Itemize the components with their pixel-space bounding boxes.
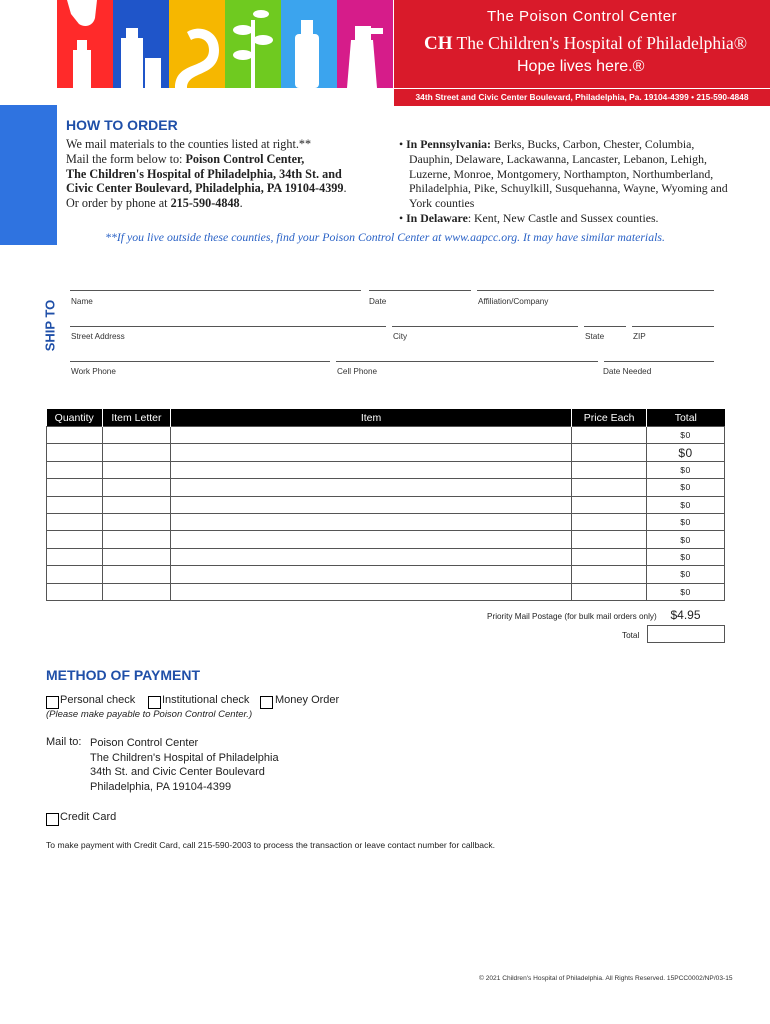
aerosol-can-icon — [281, 0, 337, 88]
method-of-payment-heading: METHOD OF PAYMENT — [46, 667, 201, 683]
grand-total-label: Total — [622, 631, 640, 640]
brand-panel — [394, 0, 770, 88]
payable-note: (Please make payable to Poison Control Center.) — [46, 709, 253, 720]
quantity-cell[interactable] — [47, 548, 103, 565]
item-cell[interactable] — [170, 496, 571, 513]
price-cell[interactable] — [572, 444, 647, 461]
cell-phone-label: Cell Phone — [337, 367, 378, 376]
postage-value: $4.95 — [670, 608, 701, 622]
col-item-letter: Item Letter — [102, 409, 170, 427]
credit-card-checkbox[interactable] — [46, 813, 59, 826]
mail-line: The Children's Hospital of Philadelphia — [90, 751, 279, 764]
quantity-cell[interactable] — [47, 479, 103, 496]
date-line[interactable] — [369, 290, 471, 291]
state-line[interactable] — [584, 326, 626, 327]
counties-pennsylvania: • In Pennsylvania: Berks, Bucks, Carbon, Chester, Columbia, Dauphin, Delaware, Lackawanna, Lancaster, Lebanon, Lehigh, Luzerne, Monroe, Montgomery, Northampton, Northumberland, Philadelphia, Pike, Schuylkill, Susquehanna, Wayne, Wyoming and York counties — [399, 137, 728, 211]
item-cell[interactable] — [170, 444, 571, 461]
name-label: Name — [71, 297, 93, 306]
de-list: : Kent, New Castle and Sussex counties. — [467, 210, 659, 225]
ship-to-title: SHIP TO — [42, 299, 58, 352]
chop-logo: CH — [424, 33, 453, 54]
order-line-4-bold: Civic Center Boulevard, Philadelphia, PA 19104-4399 — [66, 181, 344, 196]
item-letter-cell[interactable] — [102, 496, 170, 513]
price-cell[interactable] — [572, 479, 647, 496]
order-line-2 — [66, 152, 376, 167]
how-to-order-heading: HOW TO ORDER — [66, 117, 178, 133]
col-item: Item — [170, 409, 571, 427]
cell-phone-line[interactable] — [336, 361, 598, 362]
pa-label: In Pennsylvania: — [406, 137, 491, 151]
credit-card-label: Credit Card — [60, 811, 117, 823]
order-line-5-plain: Or order by phone at — [66, 196, 171, 211]
copyright-footer: © 2021 Children's Hospital of Philadelphia. All Rights Reserved. 15PCC0002/NP/03-15 — [479, 975, 733, 982]
header-banner — [57, 0, 770, 105]
postage-label: Priority Mail Postage (for bulk mail orders only) — [487, 612, 657, 621]
order-line-3: The Children's Hospital of Philadelphia, 34th St. and — [66, 166, 342, 181]
item-cell[interactable] — [170, 531, 571, 548]
order-line-5 — [66, 196, 376, 211]
total-cell: $0 — [647, 496, 725, 513]
bottle-icon — [113, 0, 169, 88]
order-phone: 215-590-4848 — [170, 196, 240, 211]
grand-total-field[interactable] — [647, 625, 725, 643]
item-letter-cell[interactable] — [102, 513, 170, 530]
table-row — [47, 427, 725, 444]
item-letter-cell[interactable] — [102, 583, 170, 600]
quantity-cell[interactable] — [47, 427, 103, 444]
total-cell: $0 — [647, 566, 725, 583]
side-strip — [0, 105, 57, 245]
item-cell[interactable] — [170, 548, 571, 565]
quantity-cell[interactable] — [47, 583, 103, 600]
quantity-cell[interactable] — [47, 444, 103, 461]
item-cell[interactable] — [170, 461, 571, 478]
col-quantity: Quantity — [47, 409, 103, 427]
col-total: Total — [647, 409, 725, 427]
tagline: Hope lives here.® — [517, 58, 645, 75]
price-cell[interactable] — [572, 531, 647, 548]
order-line-2-plain: Mail the form below to: — [66, 151, 186, 166]
header-tile-blue — [113, 0, 169, 88]
table-row — [47, 548, 725, 565]
quantity-cell[interactable] — [47, 496, 103, 513]
table-row — [47, 496, 725, 513]
item-letter-cell[interactable] — [102, 531, 170, 548]
institutional-check-label: Institutional check — [162, 694, 250, 706]
mail-line: Philadelphia, PA 19104-4399 — [90, 780, 232, 793]
pa-list: Berks, Bucks, Carbon, Chester, Columbia, Dauphin, Delaware, Lackawanna, Lancaster, Lebanon, Lehigh, Luzerne, Monroe, Montgomery, Northampton, Northumberland, Philadelphia, Pike, Schuylkill, Susquehanna, Wayne, Wyoming and York counties — [409, 137, 728, 211]
snake-icon — [169, 0, 225, 88]
total-cell: $0 — [647, 461, 725, 478]
hand-icon — [57, 0, 113, 88]
mail-line: 34th St. and Civic Center Boulevard — [90, 766, 265, 779]
header-tile-red — [57, 0, 113, 88]
table-row — [47, 461, 725, 478]
item-cell[interactable] — [170, 583, 571, 600]
order-line-4-end: . — [343, 181, 347, 196]
date-needed-label: Date Needed — [603, 367, 652, 376]
col-price-each: Price Each — [572, 409, 647, 427]
date-label: Date — [369, 297, 387, 306]
affiliation-line[interactable] — [477, 290, 714, 291]
item-letter-cell[interactable] — [102, 479, 170, 496]
total-cell: $0 — [647, 531, 725, 548]
item-letter-cell[interactable] — [102, 427, 170, 444]
total-cell: $0 — [647, 513, 725, 530]
item-cell[interactable] — [170, 566, 571, 583]
table-row — [47, 583, 725, 600]
header-tile-lightblue — [281, 0, 337, 88]
order-table — [46, 409, 725, 601]
order-table-header — [47, 409, 725, 427]
price-cell[interactable] — [572, 566, 647, 583]
mail-address — [90, 736, 279, 794]
poison-center-title: The Poison Control Center — [486, 8, 678, 25]
date-needed-line[interactable] — [604, 361, 714, 362]
price-cell[interactable] — [572, 461, 647, 478]
de-label: In Delaware — [406, 210, 468, 225]
counties-delaware: • In Delaware: Kent, New Castle and Sussex counties. — [399, 210, 659, 225]
table-row — [47, 566, 725, 583]
item-cell[interactable] — [170, 427, 571, 444]
order-line-1: We mail materials to the counties listed at right.** — [66, 137, 312, 151]
table-row — [47, 531, 725, 548]
price-cell[interactable] — [572, 548, 647, 565]
zip-line[interactable] — [632, 326, 714, 327]
counties-list — [399, 137, 739, 226]
quantity-cell[interactable] — [47, 531, 103, 548]
credit-card-note: To make payment with Credit Card, call 215-590-2003 to process the transaction or leave contact number for callback. — [46, 840, 496, 850]
state-label: State — [585, 332, 605, 341]
item-cell[interactable] — [170, 479, 571, 496]
order-line-2-bold: Poison Control Center, — [185, 151, 305, 166]
header-tile-green — [225, 0, 281, 88]
how-to-order-text — [66, 137, 376, 211]
affiliation-label: Affiliation/Company — [478, 297, 549, 306]
price-cell[interactable] — [572, 513, 647, 530]
table-row — [47, 444, 725, 461]
table-row — [47, 479, 725, 496]
zip-label: ZIP — [633, 332, 646, 341]
header-tile-magenta — [337, 0, 393, 88]
total-cell: $0 — [647, 583, 725, 600]
work-phone-line[interactable] — [70, 361, 330, 362]
spray-bottle-icon — [337, 0, 393, 88]
quantity-cell[interactable] — [47, 566, 103, 583]
mail-to-label: Mail to: — [46, 736, 82, 748]
street-label: Street Address — [71, 332, 125, 341]
quantity-cell[interactable] — [47, 513, 103, 530]
money-order-checkbox[interactable] — [260, 696, 273, 709]
header-tile-yellow — [169, 0, 225, 88]
price-cell[interactable] — [572, 583, 647, 600]
work-phone-label: Work Phone — [71, 367, 116, 376]
item-letter-cell[interactable] — [102, 444, 170, 461]
city-line[interactable] — [392, 326, 578, 327]
total-cell: $0 — [647, 548, 725, 565]
outside-counties-note: **If you live outside these counties, find your Poison Control Center at www.aapcc.org. It may have similar materials. — [105, 230, 665, 244]
money-order-label: Money Order — [275, 694, 340, 706]
street-line[interactable] — [70, 326, 386, 327]
order-line-5-end: . — [239, 196, 243, 211]
ship-to-label — [34, 300, 70, 354]
total-cell: $0 — [647, 479, 725, 496]
item-cell[interactable] — [170, 513, 571, 530]
item-letter-cell[interactable] — [102, 566, 170, 583]
total-cell: $0 — [647, 427, 725, 444]
price-cell[interactable] — [572, 496, 647, 513]
price-cell[interactable] — [572, 427, 647, 444]
institutional-check-checkbox[interactable] — [148, 696, 161, 709]
plant-icon — [225, 0, 281, 88]
order-line-4 — [66, 181, 376, 196]
table-row — [47, 513, 725, 530]
personal-check-checkbox[interactable] — [46, 696, 59, 709]
personal-check-label: Personal check — [60, 694, 136, 706]
name-line[interactable] — [70, 290, 361, 291]
item-letter-cell[interactable] — [102, 461, 170, 478]
hospital-name-text: The Children's Hospital of Philadelphia® — [456, 33, 748, 53]
item-letter-cell[interactable] — [102, 548, 170, 565]
hospital-name — [424, 33, 747, 55]
total-cell: $0 — [647, 444, 725, 461]
mail-line: Poison Control Center — [90, 737, 199, 749]
address-bar: 34th Street and Civic Center Boulevard, Philadelphia, Pa. 19104-4399 • 215-590-4848 — [394, 88, 770, 106]
quantity-cell[interactable] — [47, 461, 103, 478]
city-label: City — [393, 332, 408, 341]
